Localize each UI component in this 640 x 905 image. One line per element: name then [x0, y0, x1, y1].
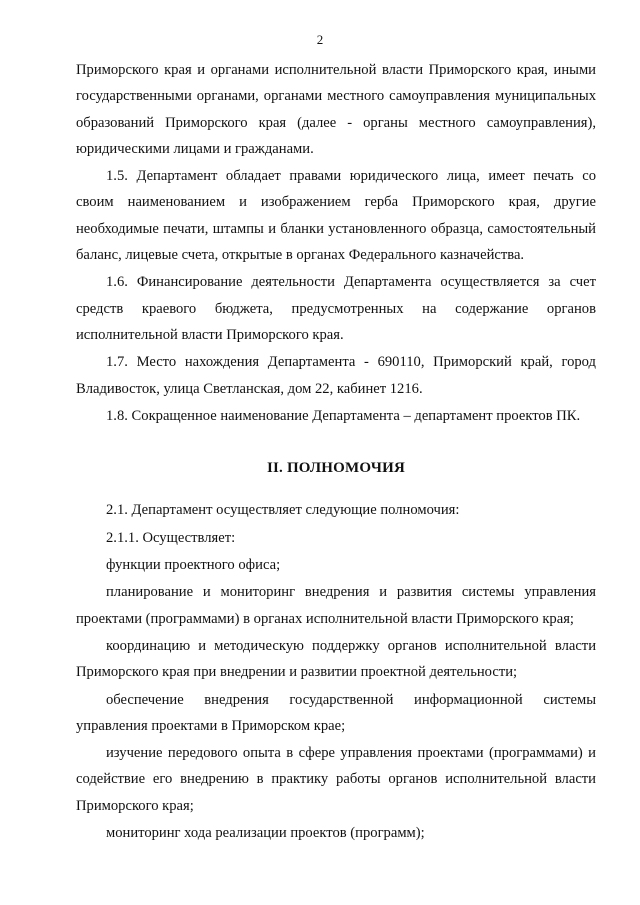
page-number: 2	[316, 32, 324, 47]
paragraph-1-6: 1.6. Финансирование деятельности Департамента осуществляется за счет средств краевого бюджета, предусмотренных на содержание органов исполнительной власти Приморского края.	[76, 274, 596, 343]
list-item-info-system: обеспечение внедрения государственной информационной системы управления проектами в Приморском крае;	[76, 691, 596, 734]
list-item-coordination: координацию и методическую поддержку органов исполнительной власти Приморского края при внедрении и развитии проектной деятельности;	[76, 637, 596, 681]
paragraph-1-5: 1.5. Департамент обладает правами юридического лица, имеет печать со своим наименованием и изображением герба Приморского края, другие необходимые печати, штампы и бланки установленного образца, самостоятельный баланс, лицевые счета, открытые в органах Федерального казначейства.	[76, 168, 596, 264]
paragraph-2-1-1: 2.1.1. Осуществляет:	[106, 529, 236, 546]
list-item-project-office: функции проектного офиса;	[106, 557, 281, 574]
paragraph-continuation: Приморского края и органами исполнительной власти Приморского края, иными государственными органами, органами местного самоуправления муниципальных образований Приморского края (далее - органы местного самоуправления), юридическими лицами и гражданами.	[76, 62, 596, 157]
section-heading-powers: II. ПОЛНОМОЧИЯ	[266, 460, 406, 477]
list-item-project-monitoring: мониторинг хода реализации проектов (программ);	[106, 825, 425, 842]
document-body	[76, 57, 596, 846]
list-item-best-practices: изучение передового опыта в сфере управления проектами (программами) и содействие его внедрению в практику работы органов исполнительной власти Приморского края;	[76, 745, 596, 814]
paragraph-1-8: 1.8. Сокращенное наименование Департамента – департамент проектов ПК.	[106, 407, 581, 424]
paragraph-2-1: 2.1. Департамент осуществляет следующие полномочия:	[106, 502, 460, 519]
paragraph-1-7: 1.7. Место нахождения Департамента - 690110, Приморский край, город Владивосток, улица Светланская, дом 22, кабинет 1216.	[76, 354, 596, 397]
list-item-planning-monitoring: планирование и мониторинг внедрения и развития системы управления проектами (программами) в органах исполнительной власти Приморского края;	[76, 584, 596, 627]
